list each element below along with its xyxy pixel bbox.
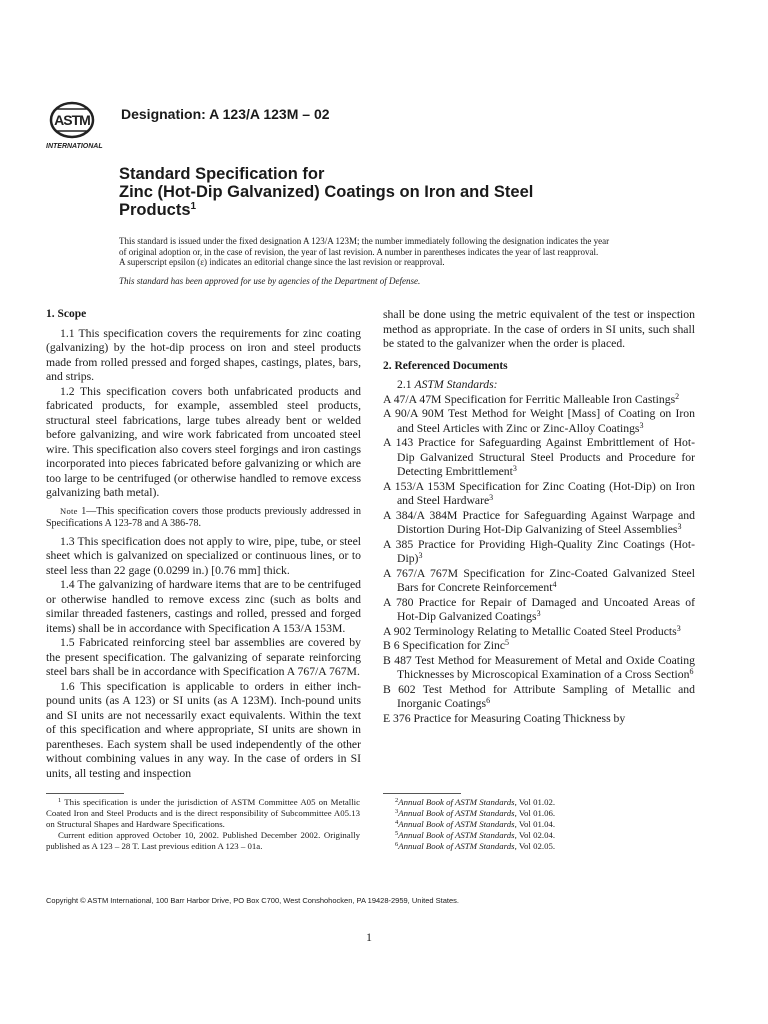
- reference-list: [383, 393, 695, 727]
- footnote-mark: 2: [395, 797, 399, 804]
- volume-text: , Vol 01.04.: [514, 819, 556, 829]
- reference-footnote-mark: 6: [486, 696, 491, 705]
- reference-item: [383, 407, 695, 436]
- astm-standards-label: ASTM Standards:: [414, 378, 498, 391]
- paragraph-1-3: 1.3 This specification does not apply to wire, pipe, tube, or steel sheet which is galvanized on specialized or continuous lines, or to steel less than 22 gage (0.0299 in.) [0.76 mm] thick.: [46, 534, 361, 577]
- notice-line-2: of original adoption or, in the case of revision, the year of last revision. A number in parentheses indicates the year of last reapproval.: [119, 246, 599, 257]
- reference-item: [383, 436, 695, 480]
- volume-text: , Vol 02.05.: [514, 841, 556, 851]
- footnote-4: [383, 819, 695, 830]
- reference-footnote-mark: 3: [489, 493, 494, 502]
- reference-footnote-mark: 3: [639, 420, 644, 430]
- annual-book-title: Annual Book of ASTM Standards: [398, 819, 515, 829]
- note-label: Note: [60, 505, 78, 516]
- reference-text: A 780 Practice for Repair of Damaged and Uncoated Areas of Hot-Dip Galvanized Coatings: [383, 595, 695, 623]
- reference-item: [383, 567, 695, 596]
- reference-footnote-mark: 3: [676, 623, 681, 633]
- annual-book-title: Annual Book of ASTM Standards: [398, 797, 515, 807]
- dod-approval-note: This standard has been approved for use by agencies of the Department of Defense.: [119, 276, 421, 286]
- reference-item: [383, 654, 695, 683]
- issuance-notice: [119, 236, 649, 268]
- volume-text: , Vol 01.06.: [514, 808, 556, 818]
- reference-item: [383, 538, 695, 567]
- document-title: [119, 165, 639, 219]
- footnote-1-text: This specification is under the jurisdiction of ASTM Committee A05 on Metallic Coated Iron and Steel Products and is the direct responsibility of Subcommittee A05.13 on Structural Shapes and Hardware Specifications.: [46, 797, 360, 829]
- referenced-documents-heading: 2. Referenced Documents: [383, 359, 508, 372]
- astm-standards-number: 2.1: [397, 378, 415, 391]
- notice-line-1: This standard is issued under the fixed designation A 123/A 123M; the number immediately following the designation indicates the year: [119, 236, 610, 246]
- copyright-line: Copyright © ASTM International, 100 Barr Harbor Drive, PO Box C700, West Conshohocken, PA 19428-2959, United States.: [46, 896, 459, 905]
- reference-text: B 602 Test Method for Attribute Sampling of Metallic and Inorganic Coatings: [383, 682, 695, 710]
- reference-item: [383, 683, 695, 712]
- reference-footnote-mark: 3: [536, 609, 541, 618]
- title-line-2: Zinc (Hot-Dip Galvanized) Coatings on Iron and Steel: [119, 183, 534, 201]
- reference-footnote-mark: 3: [418, 551, 423, 560]
- reference-text: A 767/A 767M Specification for Zinc-Coated Galvanized Steel Bars for Concrete Reinforcement: [383, 566, 695, 594]
- note-1: [46, 505, 361, 530]
- designation: Designation: A 123/A 123M – 02: [121, 106, 330, 122]
- paragraph-1-5: 1.5 Fabricated reinforcing steel bar assemblies are covered by the present specification. The galvanizing of separate reinforcing steel bars shall be in accordance with Specification A 767/A 767M.: [46, 636, 361, 678]
- paragraph-1-4: 1.4 The galvanizing of hardware items that are to be centrifuged or otherwise handled to remove excess zinc (such as bolts and similar threaded fasteners, castings and rolled, pressed and forged items) shall be in accordance with Specification A 153/A 153M.: [46, 578, 361, 635]
- scope-heading: 1. Scope: [46, 308, 87, 320]
- paragraph-1-1: 1.1 This specification covers the requirements for zinc coating (galvanizing) by the hot-dip process on iron and steel products made from rolled pressed and forged shapes, castings, plates, bars, and strips.: [46, 326, 361, 383]
- footnote-mark: 3: [395, 808, 399, 815]
- reference-text: B 6 Specification for Zinc: [383, 639, 506, 652]
- reference-text: A 90/A 90M Test Method for Weight [Mass] of Coating on Iron and Steel Articles with Zinc or Zinc-Alloy Coatings: [383, 407, 695, 435]
- reference-item: [383, 625, 695, 640]
- title-line-3: [119, 201, 639, 219]
- footnote-1: [46, 797, 360, 830]
- volume-text: , Vol 01.02.: [514, 797, 556, 807]
- footnote-rule-left: [46, 793, 124, 794]
- reference-footnote-mark: 5: [505, 638, 510, 647]
- reference-text: B 487 Test Method for Measurement of Metal and Oxide Coating Thicknesses by Microscopical Examination of a Cross Section: [383, 653, 695, 681]
- reference-text: A 385 Practice for Providing High-Quality Zinc Coatings (Hot-Dip): [383, 537, 695, 565]
- reference-footnote-mark: 3: [677, 522, 682, 531]
- logo-subtext: INTERNATIONAL: [46, 143, 103, 150]
- reference-item: [383, 712, 695, 727]
- footnote-rule-right: [383, 793, 461, 794]
- reference-footnote-mark: 2: [675, 391, 680, 401]
- notice-line-3: A superscript epsilon (ε) indicates an editorial change since the last revision or reapproval.: [119, 257, 445, 267]
- reference-item: [383, 480, 695, 509]
- astm-logo-icon: [44, 100, 114, 152]
- footnote-5: [383, 830, 695, 841]
- paragraph-1-6: 1.6 This specification is applicable to orders in either inch-pound units (as A 123) or SI units (as A 123M). Inch-pound units and SI units are not necessarily exact equivalents. Within the text of this specification and where appropriate, SI units are shown in parentheses. Each system shall be used independently of the other without combining values in any way. In the case of orders in SI units, all testing and inspection: [46, 679, 361, 780]
- footnote-3: [383, 808, 695, 819]
- footnote-mark: 4: [395, 819, 399, 826]
- reference-footnote-mark: 4: [552, 580, 557, 589]
- footnote-2: [383, 797, 695, 808]
- left-column: [46, 307, 361, 781]
- logo-text: ASTM: [54, 112, 90, 128]
- annual-book-title: Annual Book of ASTM Standards: [398, 808, 515, 818]
- reference-text: A 153/A 153M Specification for Zinc Coating (Hot-Dip) on Iron and Steel Hardware: [383, 479, 695, 507]
- paragraph-continuation: shall be done using the metric equivalent of the test or inspection method as appropriate. In the case of orders in SI units, such shall be stated to the galvanizer when the order is placed.: [383, 308, 695, 350]
- page-number: 1: [366, 930, 372, 944]
- footnotes-left: [46, 797, 360, 852]
- title-line-3-text: Products: [119, 201, 191, 219]
- footnote-1-continuation: Current edition approved October 10, 2002. Published December 2002. Originally published as A 123 – 28 T. Last previous edition A 123 – 01a.: [46, 830, 360, 851]
- reference-text: E 376 Practice for Measuring Coating Thickness by: [383, 711, 626, 725]
- note-text: 1—This specification covers those products previously addressed in Specifications A 123-78 and A 386-78.: [46, 505, 361, 529]
- reference-item: [383, 509, 695, 538]
- reference-footnote-mark: 3: [512, 464, 517, 473]
- title-line-1: Standard Specification for: [119, 165, 325, 183]
- section-gap: [383, 352, 695, 359]
- annual-book-title: Annual Book of ASTM Standards: [398, 841, 515, 851]
- reference-item: [383, 639, 695, 654]
- footnotes-right: [383, 797, 695, 852]
- title-footnote-mark: 1: [190, 201, 197, 212]
- reference-text: A 902 Terminology Relating to Metallic Coated Steel Products: [383, 624, 677, 638]
- astm-standards-subheading: [383, 378, 695, 393]
- reference-item: [383, 596, 695, 625]
- reference-item: [383, 393, 695, 408]
- reference-footnote-mark: 6: [689, 667, 694, 676]
- annual-book-title: Annual Book of ASTM Standards: [398, 830, 515, 840]
- reference-text: A 47/A 47M Specification for Ferritic Malleable Iron Castings: [383, 392, 676, 406]
- reference-text: A 384/A 384M Practice for Safeguarding Against Warpage and Distortion During Hot-Dip Galvanizing of Steel Assemblies: [383, 508, 695, 536]
- paragraph-1-2: 1.2 This specification covers both unfabricated products and fabricated products, for example, assembled steel products, structural steel fabrications, large tubes already bent or welded before galvanizing, and wire work fabricated from uncoated steel wire. This specification also covers steel forgings and iron castings incorporated into pieces fabricated before galvanizing or which are too large to be centrifuged (or otherwise handled to remove excess galvanizing bath metal).: [46, 384, 361, 499]
- footnote-6: [383, 841, 695, 852]
- right-column: [383, 308, 695, 726]
- volume-text: , Vol 02.04.: [514, 830, 556, 840]
- footnote-mark: 5: [395, 830, 399, 837]
- astm-logo: [44, 100, 114, 152]
- footnote-mark: 6: [395, 841, 399, 848]
- footnote-1-mark: 1: [58, 797, 62, 804]
- reference-text: A 143 Practice for Safeguarding Against Embrittlement of Hot-Dip Galvanized Structural Steel Products and Procedure for Detecting Embrittlement: [383, 436, 695, 478]
